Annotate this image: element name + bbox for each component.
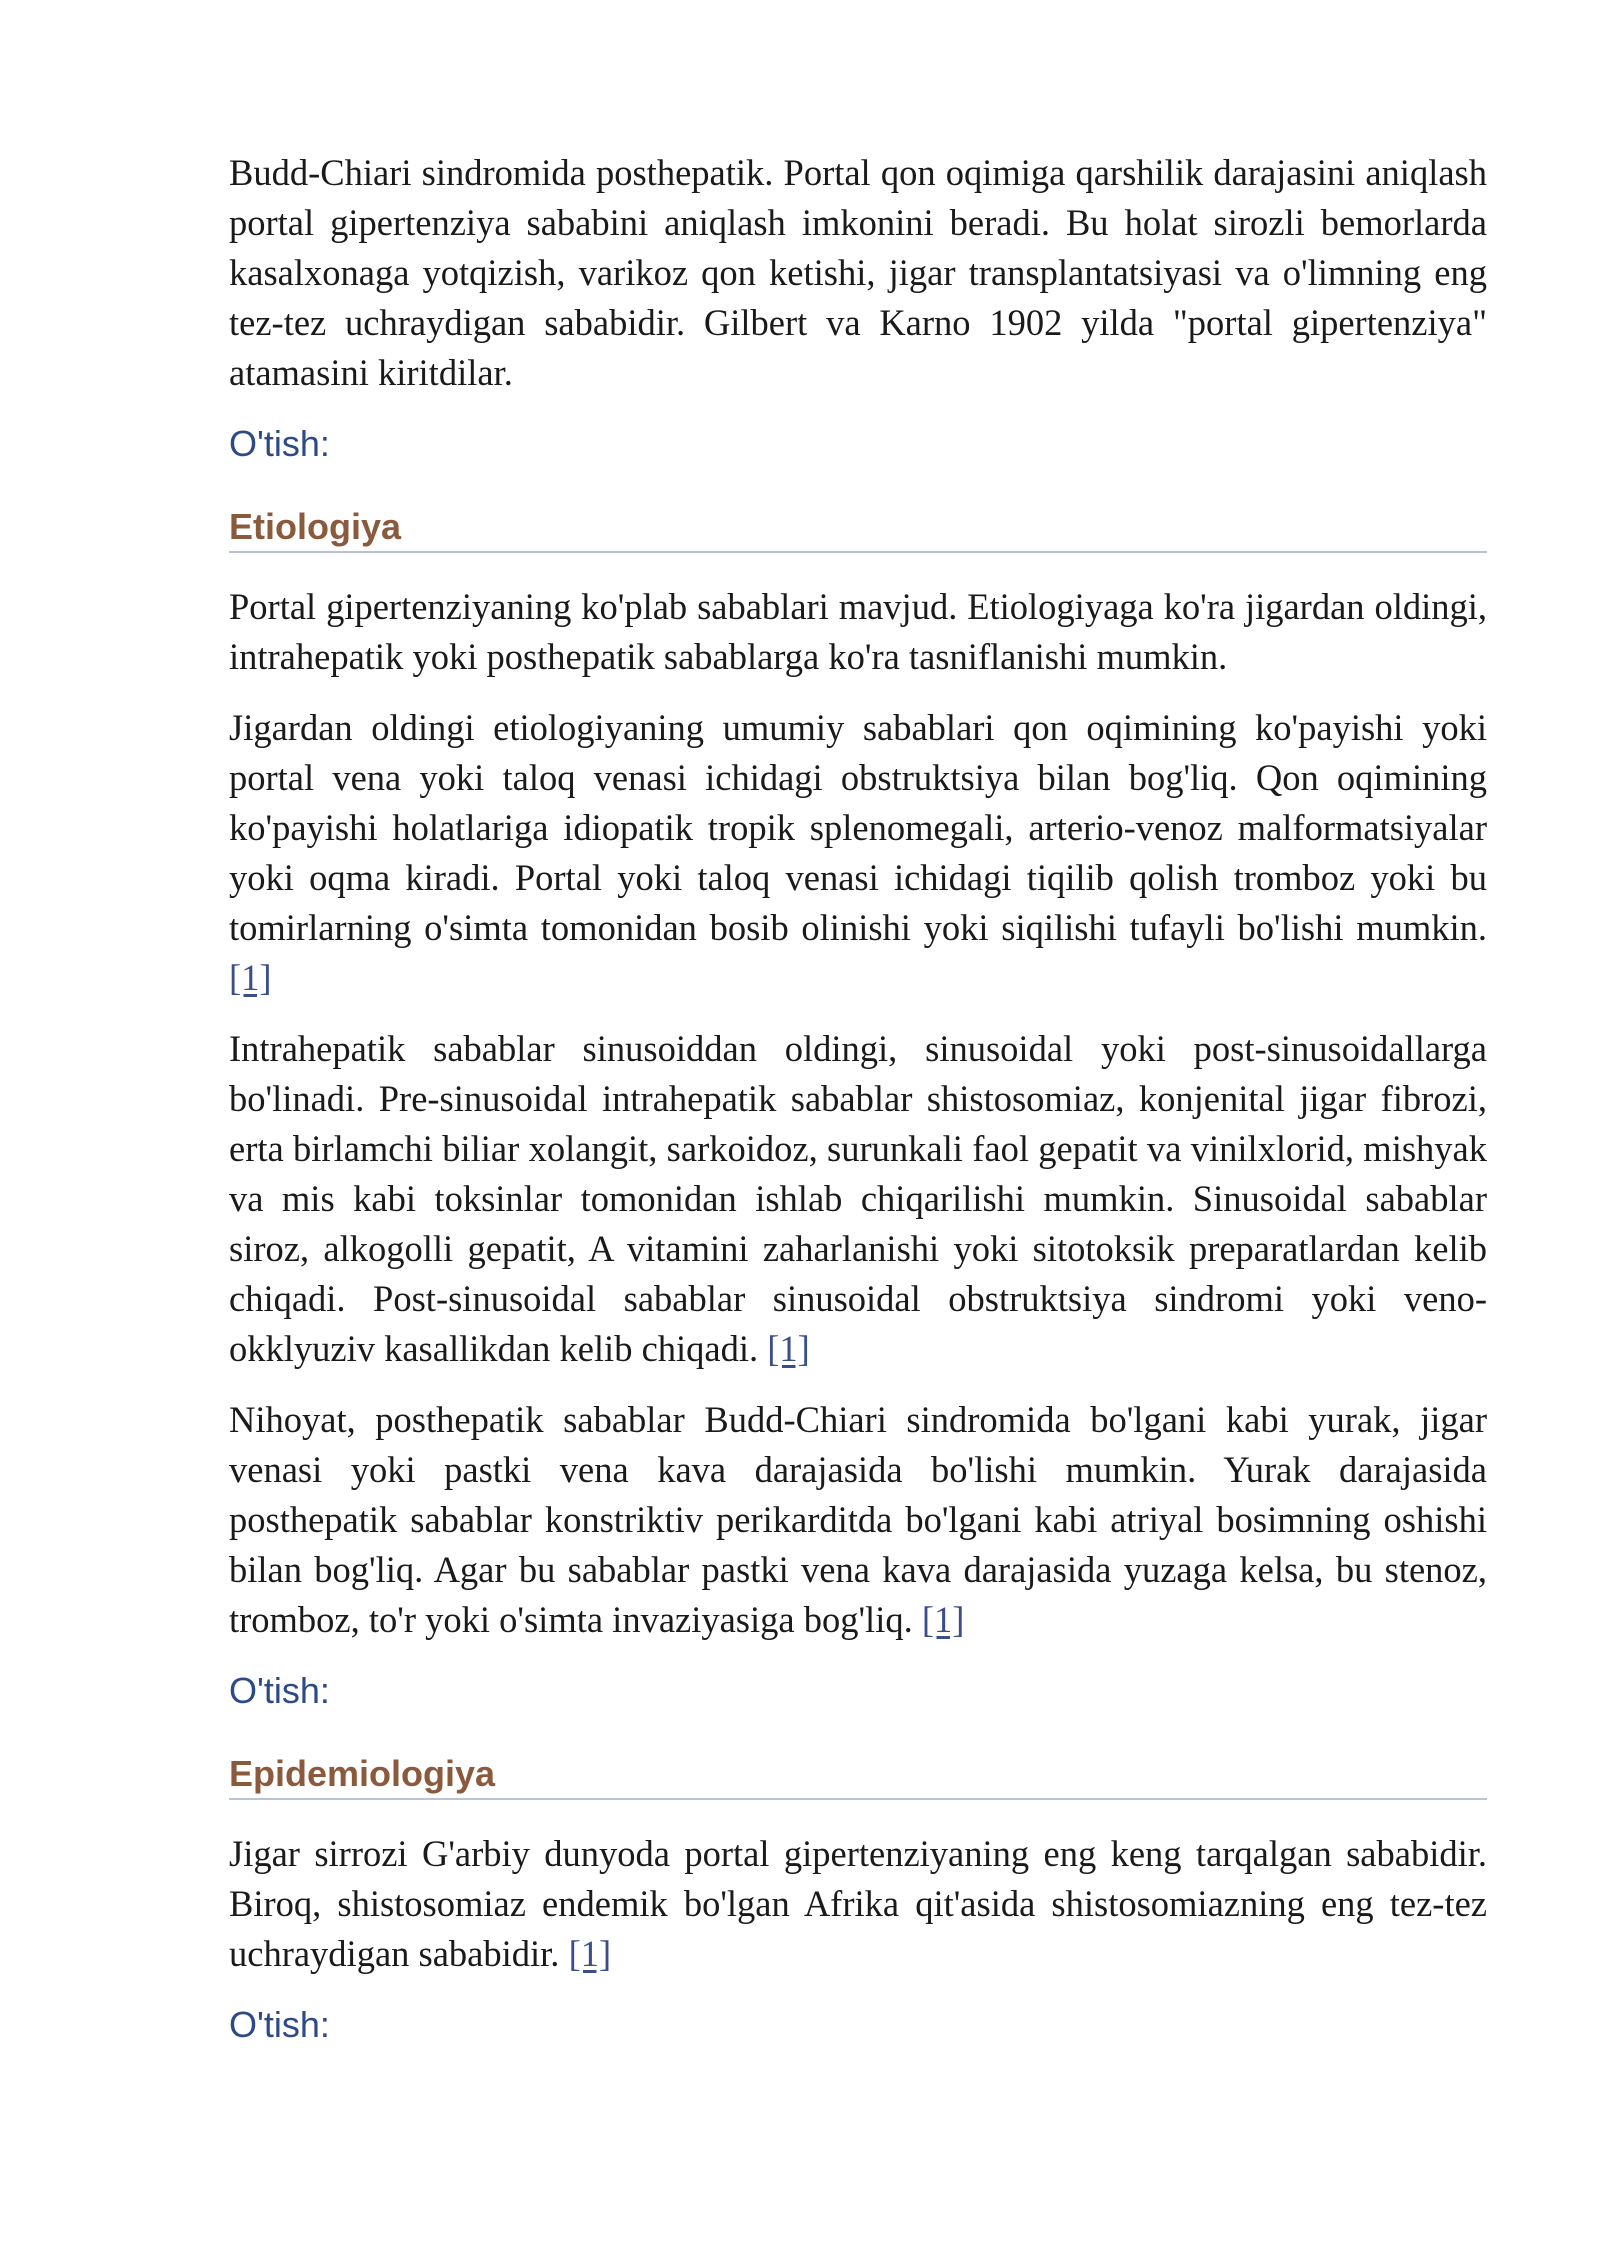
reference-link[interactable]: [1] (767, 1328, 810, 1369)
epidemiology-heading: Epidemiologiya (229, 1753, 496, 1794)
jump-link[interactable]: O'tish: (229, 423, 330, 464)
intro-paragraph (229, 148, 1487, 398)
jump-link[interactable]: O'tish: (229, 2004, 330, 2045)
etiology-paragraph-1 (229, 582, 1487, 682)
document-page (229, 148, 1487, 2086)
reference-link[interactable]: [1] (568, 1933, 612, 1974)
etiology-text-2: Jigardan oldingi etiologiyaning umumiy sabablari qon oqimining ko'payishi yoki portal vena yoki taloq venasi ichidagi obstruktsiya bilan bog'liq. Qon oqimining ko'payishi holatlariga idiopatik tropik splenomegali, arterio-venoz malformatsiyalar yoki oqma kiradi. Portal yoki taloq venasi ichidagi tiqilib qolish tromboz yoki bu tomirlarning o'simta tomonidan bosib olinishi yoki siqilishi tufayli bo'lishi mumkin. (229, 707, 1487, 948)
etiology-text-4: Nihoyat, posthepatik sabablar Budd-Chiari sindromida bo'lgani kabi yurak, jigar venasi yoki pastki vena kava darajasida bo'lishi mumkin. Yurak darajasida posthepatik sabablar konstriktiv perikarditda bo'lgani kabi atriyal bosimning oshishi bilan bog'liq. Agar bu sabablar pastki vena kava darajasida yuzaga kelsa, bu stenoz, tromboz, to'r yoki o'simta invaziyasiga bog'liq. (229, 1399, 1487, 1640)
etiology-section-header (229, 505, 1487, 553)
reference-link[interactable]: [1] (921, 1599, 965, 1640)
epidemiology-paragraph-1 (229, 1829, 1487, 1979)
reference-link[interactable]: [1] (229, 957, 272, 998)
epidemiology-text-1: Jigar sirrozi G'arbiy dunyoda portal gipertenziyaning eng keng tarqalgan sababidir. Biroq, shistosomiaz endemik bo'lgan Afrika qit'asida shistosomiazning eng tez-tez uchraydigan sababidir. (229, 1833, 1487, 1974)
etiology-text-1: Portal gipertenziyaning ko'plab sabablari mavjud. Etiologiyaga ko'ra jigardan oldingi, intrahepatik yoki posthepatik sabablarga ko'ra tasniflanishi mumkin. (229, 586, 1487, 677)
etiology-paragraph-2 (229, 703, 1487, 1003)
jump-link[interactable]: O'tish: (229, 1670, 330, 1711)
etiology-heading: Etiologiya (229, 506, 402, 547)
epidemiology-section-header (229, 1752, 1487, 1800)
etiology-text-3: Intrahepatik sabablar sinusoiddan oldingi, sinusoidal yoki post-sinusoidallarga bo'linadi. Pre-sinusoidal intrahepatik sabablar shistosomiaz, konjenital jigar fibrozi, erta birlamchi biliar xolangit, sarkoidoz, surunkali faol gepatit va vinilxlorid, mishyak va mis kabi toksinlar tomonidan ishlab chiqarilishi mumkin. Sinusoidal sabablar siroz, alkogolli gepatit, A vitamini zaharlanishi yoki sitotoksik preparatlardan kelib chiqadi. Post-sinusoidal sabablar sinusoidal obstruktsiya sindromi yoki veno-okklyuziv kasallikdan kelib chiqadi. (229, 1028, 1487, 1369)
etiology-paragraph-4 (229, 1395, 1487, 1645)
intro-text: Budd-Chiari sindromida posthepatik. Portal qon oqimiga qarshilik darajasini aniqlash portal gipertenziya sababini aniqlash imkonini beradi. Bu holat sirozli bemorlarda kasalxonaga yotqizish, varikoz qon ketishi, jigar transplantatsiyasi va o'limning eng tez-tez uchraydigan sababidir. Gilbert va Karno 1902 yilda "portal gipertenziya" atamasini kiritdilar. (229, 152, 1487, 393)
etiology-paragraph-3 (229, 1024, 1487, 1374)
